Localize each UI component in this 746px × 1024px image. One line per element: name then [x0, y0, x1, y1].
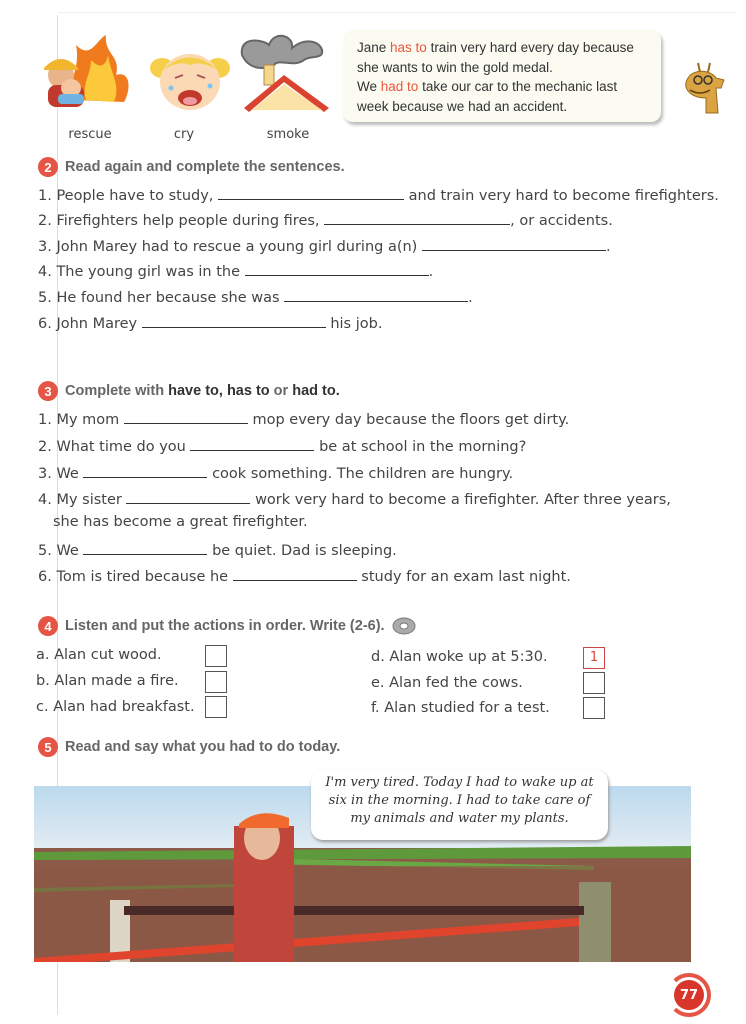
- crying-girl-icon: [140, 40, 240, 120]
- answer-blank[interactable]: [83, 464, 207, 478]
- order-item-f: f. Alan studied for a test.: [371, 700, 550, 716]
- page-top-line: [57, 12, 737, 13]
- exercise-2-item-3: 3. John Marey had to rescue a young girl during a(n) .: [38, 239, 611, 255]
- exercise-2-item-6: 6. John Marey his job.: [38, 316, 383, 332]
- firefighter-rescue-icon: [36, 30, 136, 110]
- exercise-3-item-1: 1. My mom mop every day because the floors get dirty.: [38, 412, 570, 428]
- section-2-heading: 2 Read again and complete the sentences.: [38, 157, 345, 177]
- answer-blank[interactable]: [83, 541, 207, 555]
- smoking-house-icon: [234, 30, 334, 110]
- vocab-label-smoke: smoke: [266, 127, 310, 142]
- order-item-c: c. Alan had breakfast.: [36, 699, 195, 715]
- exercise-3-item-4-continued: she has become a great firefighter.: [53, 514, 308, 530]
- speech-bubble: I'm very tired. Today I had to wake up at six in the morning. I had to take care of my animals and water my plants.: [311, 770, 608, 840]
- order-item-d: d. Alan woke up at 5:30.: [371, 649, 548, 665]
- order-item-e: e. Alan fed the cows.: [371, 675, 523, 691]
- exercise-3-item-6: 6. Tom is tired because he study for an exam last night.: [38, 569, 571, 585]
- exercise-2-item-1: 1. People have to study, and train very hard to become firefighters.: [38, 188, 719, 204]
- exercise-2-item-4: 4. The young girl was in the .: [38, 264, 434, 280]
- giraffe-mascot-icon: [676, 58, 736, 118]
- answer-blank[interactable]: [233, 567, 357, 581]
- order-box-d[interactable]: 1: [583, 647, 605, 669]
- answer-blank[interactable]: [218, 186, 404, 200]
- highlight-has-to: has to: [390, 40, 427, 55]
- exercise-3-item-4: 4. My sister work very hard to become a firefighter. After three years,: [38, 492, 671, 508]
- order-item-a: a. Alan cut wood.: [36, 647, 162, 663]
- section-number-badge: 2: [38, 157, 58, 177]
- vocab-label-cry: cry: [173, 127, 195, 142]
- order-box-b[interactable]: [205, 671, 227, 693]
- section-5-heading: 5 Read and say what you had to do today.: [38, 737, 340, 757]
- exercise-2-item-5: 5. He found her because she was .: [38, 290, 473, 306]
- answer-blank[interactable]: [324, 211, 510, 225]
- order-box-f[interactable]: [583, 697, 605, 719]
- section-number-badge: 3: [38, 381, 58, 401]
- answer-blank[interactable]: [124, 410, 248, 424]
- order-box-a[interactable]: [205, 645, 227, 667]
- answer-blank[interactable]: [422, 237, 606, 251]
- answer-blank[interactable]: [190, 437, 314, 451]
- grammar-example-box: Jane has to train very hard every day because she wants to win the gold medal. We had to take our car to the mechanic last week because we had an accident.: [343, 30, 661, 122]
- answer-blank[interactable]: [142, 314, 326, 328]
- vocab-label-rescue: rescue: [68, 127, 112, 142]
- cd-icon[interactable]: [392, 617, 416, 635]
- section-number-badge: 5: [38, 737, 58, 757]
- answer-blank[interactable]: [245, 262, 429, 276]
- section-4-heading: 4 Listen and put the actions in order. Write (2-6).: [38, 616, 416, 636]
- exercise-3-item-3: 3. We cook something. The children are hungry.: [38, 466, 514, 482]
- order-item-b: b. Alan made a fire.: [36, 673, 179, 689]
- exercise-2-item-2: 2. Firefighters help people during fires, , or accidents.: [38, 213, 613, 229]
- page-number-badge: 77: [667, 973, 711, 1017]
- answer-blank[interactable]: [126, 490, 250, 504]
- section-number-badge: 4: [38, 616, 58, 636]
- section-3-heading: 3 Complete with have to, has to or had to.: [38, 381, 340, 401]
- order-box-c[interactable]: [205, 696, 227, 718]
- exercise-3-item-5: 5. We be quiet. Dad is sleeping.: [38, 543, 397, 559]
- highlight-had-to: had to: [380, 79, 419, 94]
- order-box-e[interactable]: [583, 672, 605, 694]
- exercise-3-item-2: 2. What time do you be at school in the morning?: [38, 439, 527, 455]
- answer-blank[interactable]: [284, 288, 468, 302]
